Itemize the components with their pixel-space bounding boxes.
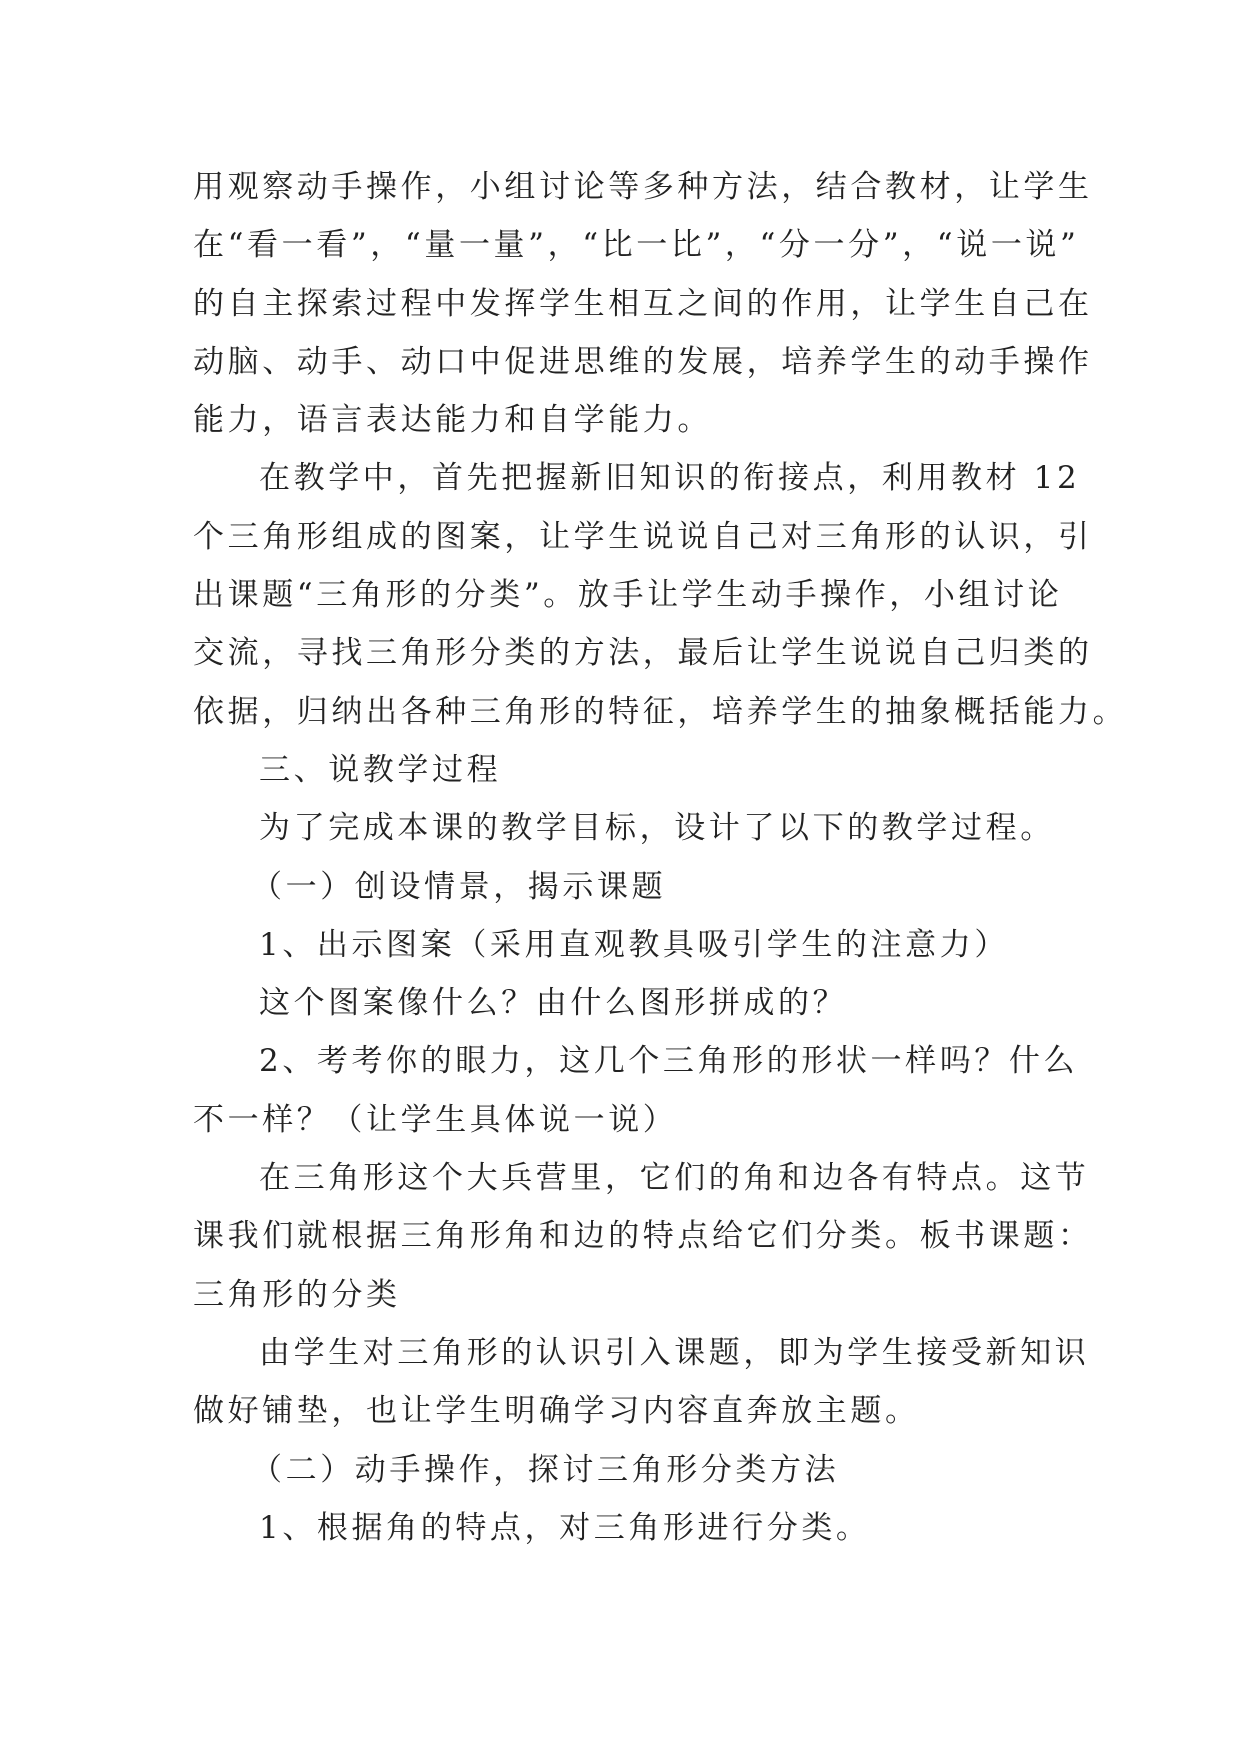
paragraph-line: 由学生对三角形的认识引入课题，即为学生接受新知识 [259,1334,1090,1371]
subsection-heading: （二）动手操作，探讨三角形分类方法 [251,1451,840,1488]
paragraph-line: 依据，归纳出各种三角形的特征，培养学生的抽象概括能力。 [193,693,1128,730]
paragraph-line: 三角形的分类 [193,1276,401,1313]
paragraph-line: 交流，寻找三角形分类的方法，最后让学生说说自己归类的 [193,635,1093,672]
document-body [193,158,1128,1557]
paragraph-line: 出课题“三角形的分类”。放手让学生动手操作，小组讨论 [193,577,1063,614]
paragraph-line: 能力，语言表达能力和自学能力。 [193,402,712,439]
paragraph-line: 不一样？（让学生具体说一说） [193,1101,678,1138]
paragraph-line: 这个图案像什么？由什么图形拼成的？ [259,985,848,1022]
list-item: 2、考考你的眼力，这几个三角形的形状一样吗？什么 [259,1043,1079,1080]
paragraph-line: 在教学中，首先把握新旧知识的衔接点，利用教材 12 [259,460,1081,497]
paragraph-line: 用观察动手操作，小组讨论等多种方法，结合教材，让学生 [193,169,1093,205]
paragraph-line: 在“看一看”，“量一量”，“比一比”，“分一分”，“说一说” [193,227,1080,264]
paragraph-line: 个三角形组成的图案，让学生说说自己对三角形的认识，引 [193,518,1093,555]
paragraph-line: 为了完成本课的教学目标，设计了以下的教学过程。 [259,810,1055,847]
subsection-heading: （一）创设情景，揭示课题 [251,868,667,905]
paragraph-line: 在三角形这个大兵营里，它们的角和边各有特点。这节 [259,1160,1090,1197]
section-heading: 三、说教学过程 [259,751,502,788]
paragraph-line: 课我们就根据三角形角和边的特点给它们分类。板书课题： [193,1218,1093,1255]
paragraph-line: 做好铺垫，也让学生明确学习内容直奔放主题。 [193,1393,920,1430]
list-item: 1、出示图案（采用直观教具吸引学生的注意力） [259,926,1009,963]
list-item: 1、根据角的特点，对三角形进行分类。 [259,1509,871,1546]
paragraph-line: 动脑、动手、动口中促进思维的发展，培养学生的动手操作 [193,343,1093,380]
paragraph-line: 的自主探索过程中发挥学生相互之间的作用，让学生自己在 [193,285,1093,322]
